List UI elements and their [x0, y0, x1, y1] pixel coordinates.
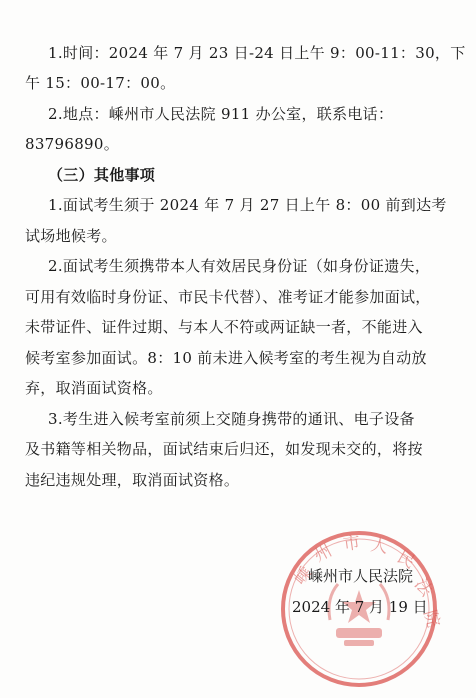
item2-line-3: 未带证件、证件过期、与本人不符或两证缺一者，不能进入 — [25, 318, 423, 336]
item2-line-2: 可用有效临时身份证、市民卡代替）、准考证才能参加面试， — [25, 288, 431, 306]
time-line-2: 午 15：00-17：00。 — [25, 74, 176, 92]
signature-organization: 嵊州市人民法院 — [308, 567, 414, 585]
svg-text:嵊: 嵊 — [290, 563, 317, 590]
location-line-1: 2.地点：嵊州市人民法院 911 办公室，联系电话： — [48, 105, 394, 123]
time-line-1: 1.时间：2024 年 7 月 23 日-24 日上午 9：00-11：30，下 — [48, 44, 466, 62]
signature-date: 2024 年 7 月 19 日 — [292, 598, 428, 616]
item3-line-3: 违纪违规处理，取消面试资格。 — [25, 471, 240, 489]
svg-text:人: 人 — [369, 535, 390, 558]
svg-text:院: 院 — [419, 607, 444, 630]
location-line-2: 83796890。 — [25, 135, 120, 153]
item1-line-1: 1.面试考生须于 2024 年 7 月 27 日上午 8：00 前到达考 — [48, 196, 447, 214]
svg-text:民: 民 — [393, 547, 419, 573]
svg-text:法: 法 — [410, 574, 437, 601]
item2-line-1: 2.面试考生须携带本人有效居民身份证（如身份证遗失， — [48, 257, 431, 275]
svg-text:市: 市 — [341, 532, 362, 555]
item1-line-2: 试场地候考。 — [25, 227, 117, 245]
item2-line-5: 弃，取消面试资格。 — [25, 379, 163, 397]
item3-line-2: 及书籍等相关物品，面试结束后归还，如发现未交的，将按 — [25, 440, 423, 458]
section-heading: （三）其他事项 — [48, 166, 156, 184]
item2-line-4: 候考室参加面试。8：10 前未进入候考室的考生视为自动放 — [25, 349, 427, 367]
item3-line-1: 3.考生进入候考室前须上交随身携带的通讯、电子设备 — [48, 410, 415, 428]
svg-text:州: 州 — [310, 540, 336, 567]
